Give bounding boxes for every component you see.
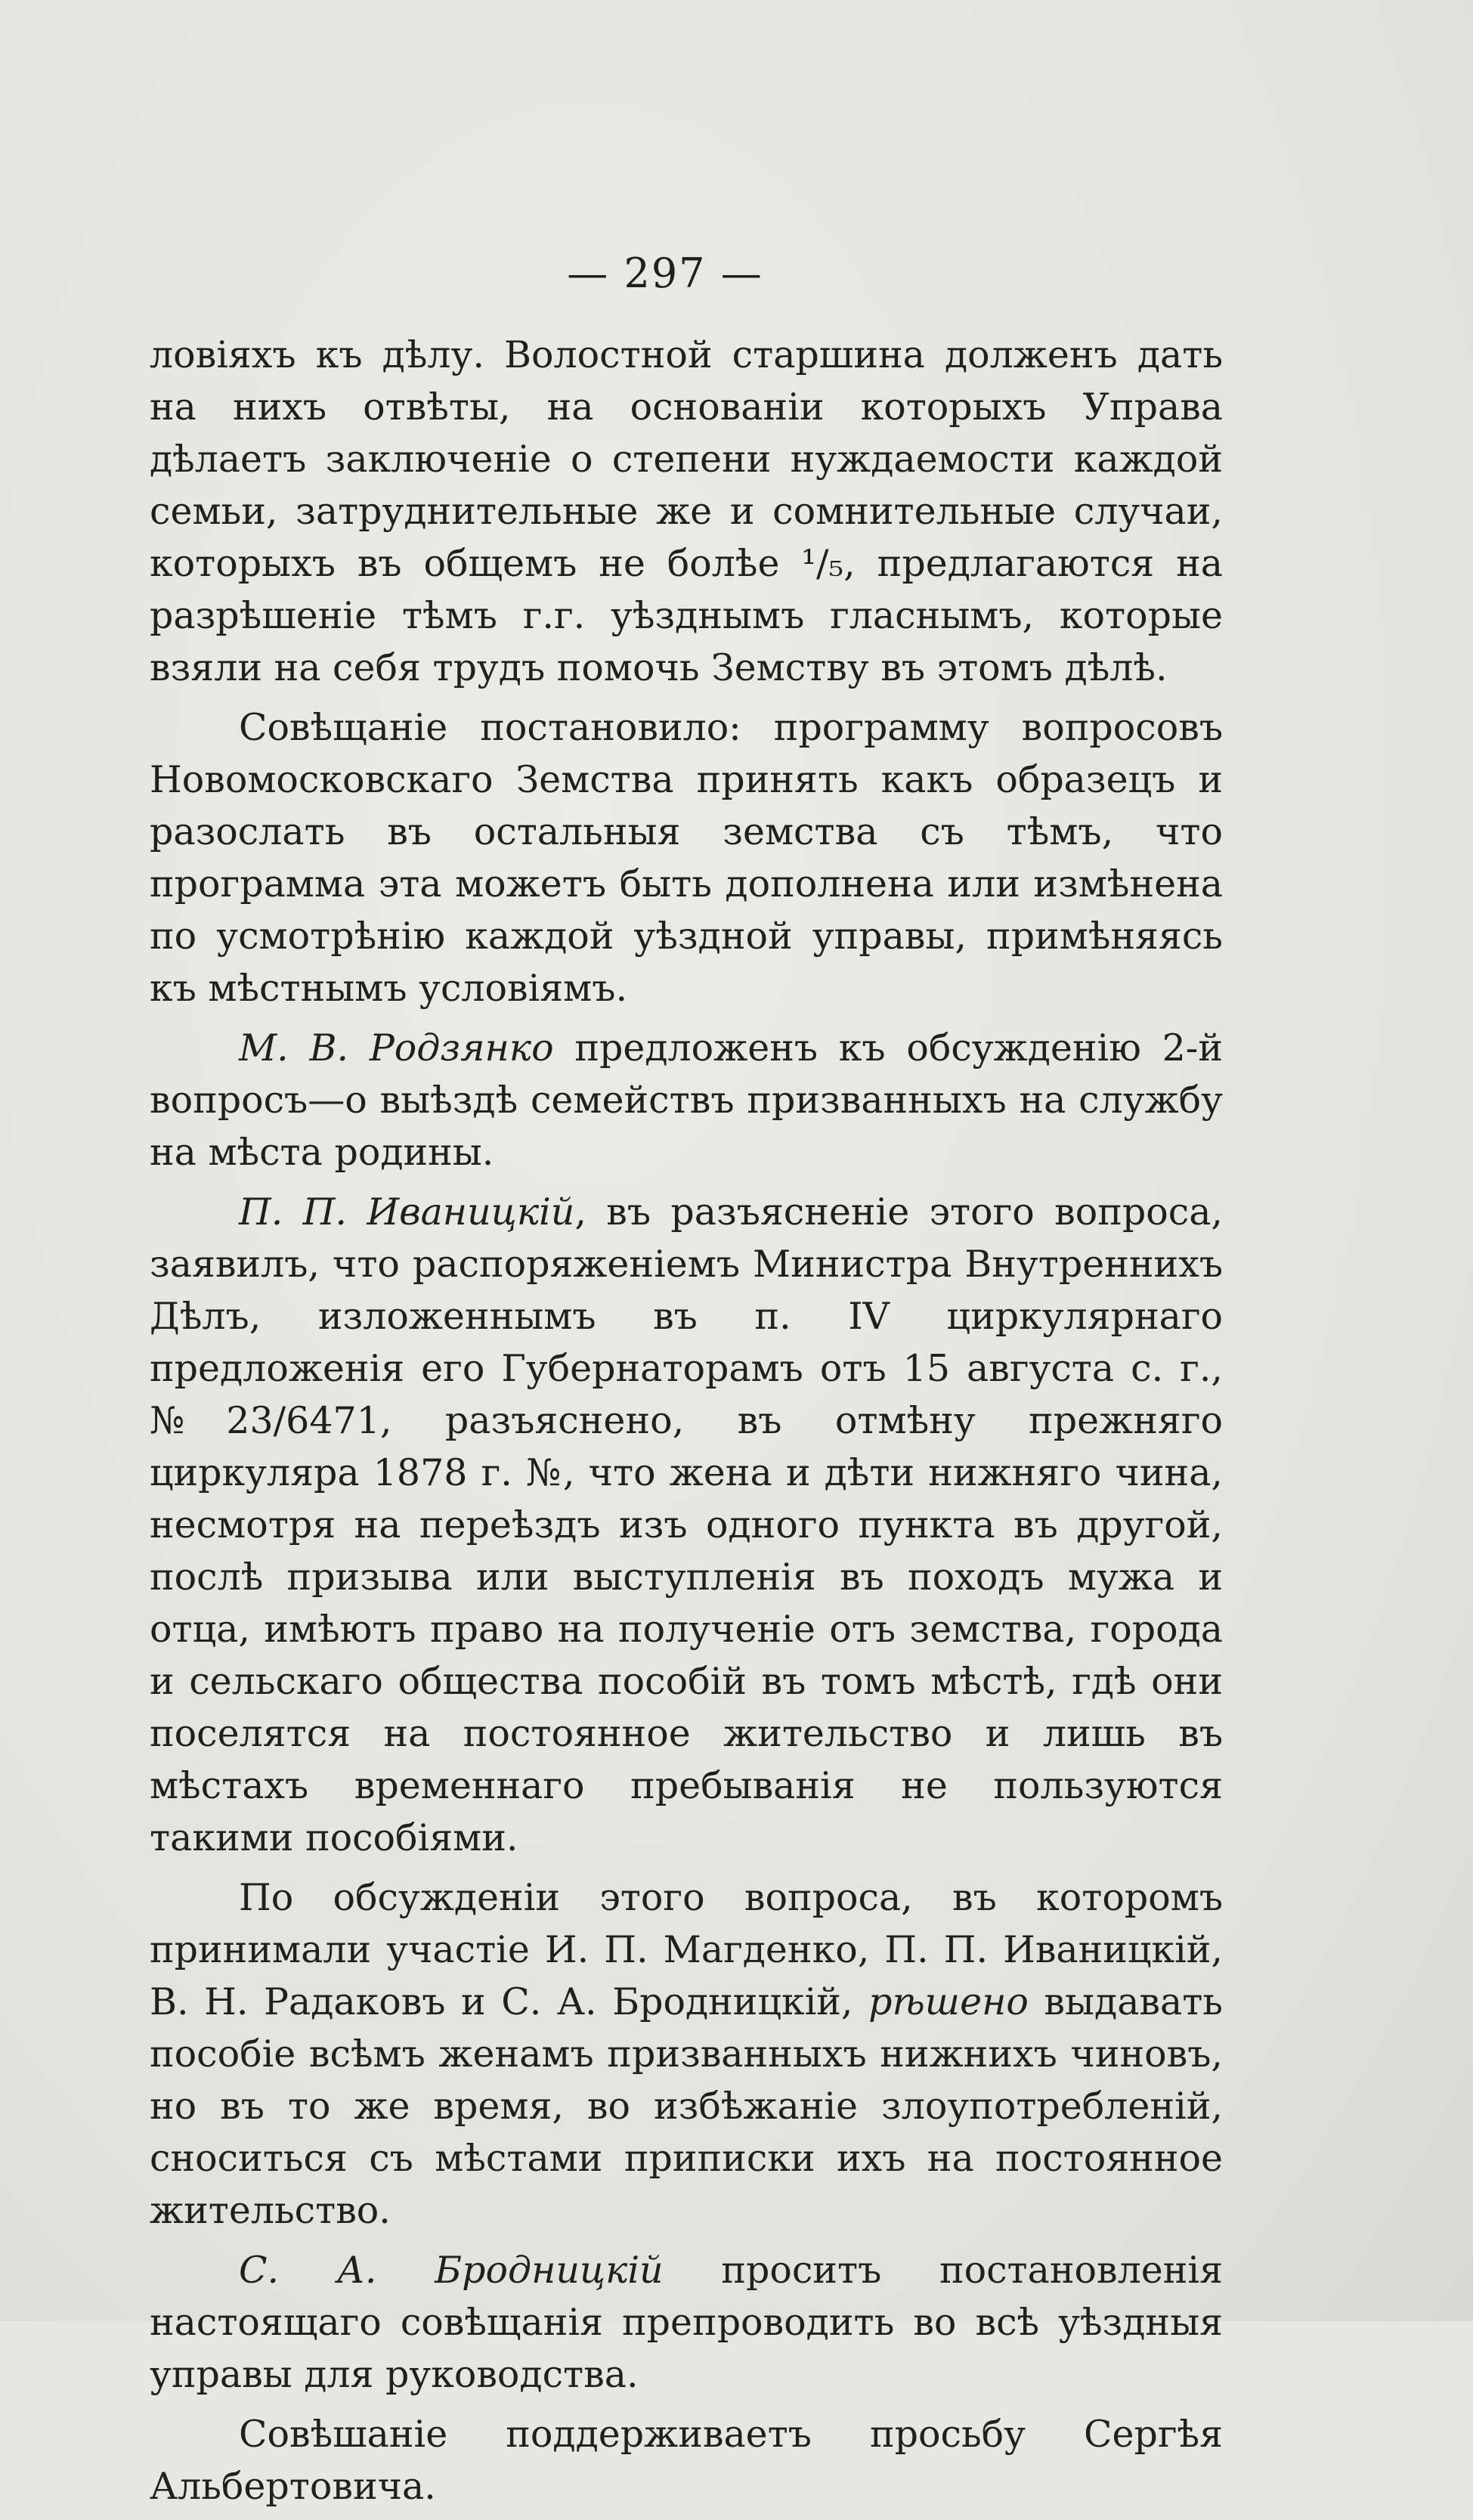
speaker-name: П. П. Иваницкій <box>239 1190 575 1234</box>
paragraph <box>150 701 1223 1014</box>
paragraph <box>150 1022 1223 1178</box>
text-run: , въ разъясненіе этого вопроса, заявилъ, что распоряженіемъ Министра Внутреннихъ Дѣлъ, изложеннымъ въ п. IV циркулярнаго предложенія его Губернаторамъ отъ 15 августа с. г., №23/6471, разъяснено, въ отмѣну прежняго циркуляра 1878 г. №, что жена и дѣти нижняго чина, несмотря на переѣздъ изъ одного пункта въ другой, послѣ призыва или выступленія въ походъ мужа и отца, имѣютъ право на полученіе отъ земства, города и сельскаго общества пособій въ томъ мѣстѣ, гдѣ они поселятся на постоянное жительство и лишь въ мѣстахъ временнаго пребыванія не пользуются такими пособіями. <box>150 1190 1224 1859</box>
speaker-name: С. А. Бродницкій <box>239 2249 664 2292</box>
emphasis: рѣшено <box>868 1980 1029 2023</box>
text-run: По обсужденіи этого вопроса, въ которомъ принимали участіе И. П. Магденко, П. П. Иваницкій, В. Н. Радаковъ и С. А. Бродницкій, <box>150 1876 1223 2023</box>
paragraph <box>150 2244 1223 2401</box>
text-run: предложенъ къ обсужденію 2-й вопросъ—о выѣздѣ семействъ призванныхъ на службу на мѣста родины. <box>150 1026 1224 1174</box>
text-run: Совѣщаніе постановило: программу вопросовъ Новомосковскаго Земства принять какъ образецъ и разослать въ остальныя земства съ тѣмъ, что программа эта можетъ быть дополнена или измѣнена по усмотрѣнію каждой уѣздной управы, примѣняясь къ мѣстнымъ условіямъ. <box>150 706 1223 1010</box>
speaker-name: М. В. Родзянко <box>239 1026 554 1070</box>
text-run: выдавать пособіе всѣмъ женамъ призванныхъ нижнихъ чиновъ, но въ то же время, во избѣжаніе злоупотребленій, сноситься съ мѣстами приписки ихъ на постоянное жительство. <box>150 1980 1223 2232</box>
text-run: проситъ постановленія настоящаго совѣщанія препроводить во всѣ уѣздныя управы для руководства. <box>150 2249 1223 2396</box>
text-run: Совѣшаніе поддерживаетъ просьбу Сергѣя Альбертовича. <box>150 2413 1223 2508</box>
text-run: ловіяхъ къ дѣлу. Волостной старшина долженъ дать на нихъ отвѣты, на основаніи которыхъ Управа дѣлаетъ заключеніе о степени нуждаемости каждой семьи, затруднительные же и сомнительные случаи, которыхъ въ общемъ не болѣе ¹/₅, предлагаются на разрѣшеніе тѣмъ г.г. уѣзднымъ гласнымъ, которые взяли на себя трудъ помочь Земству въ этомъ дѣлѣ. <box>150 333 1223 689</box>
body-text <box>150 329 1223 2520</box>
paragraph-continuation <box>150 329 1223 694</box>
paragraph <box>150 1871 1223 2237</box>
page-number: — 297 — <box>567 249 763 297</box>
paragraph <box>150 2408 1223 2512</box>
paragraph <box>150 1186 1223 1864</box>
